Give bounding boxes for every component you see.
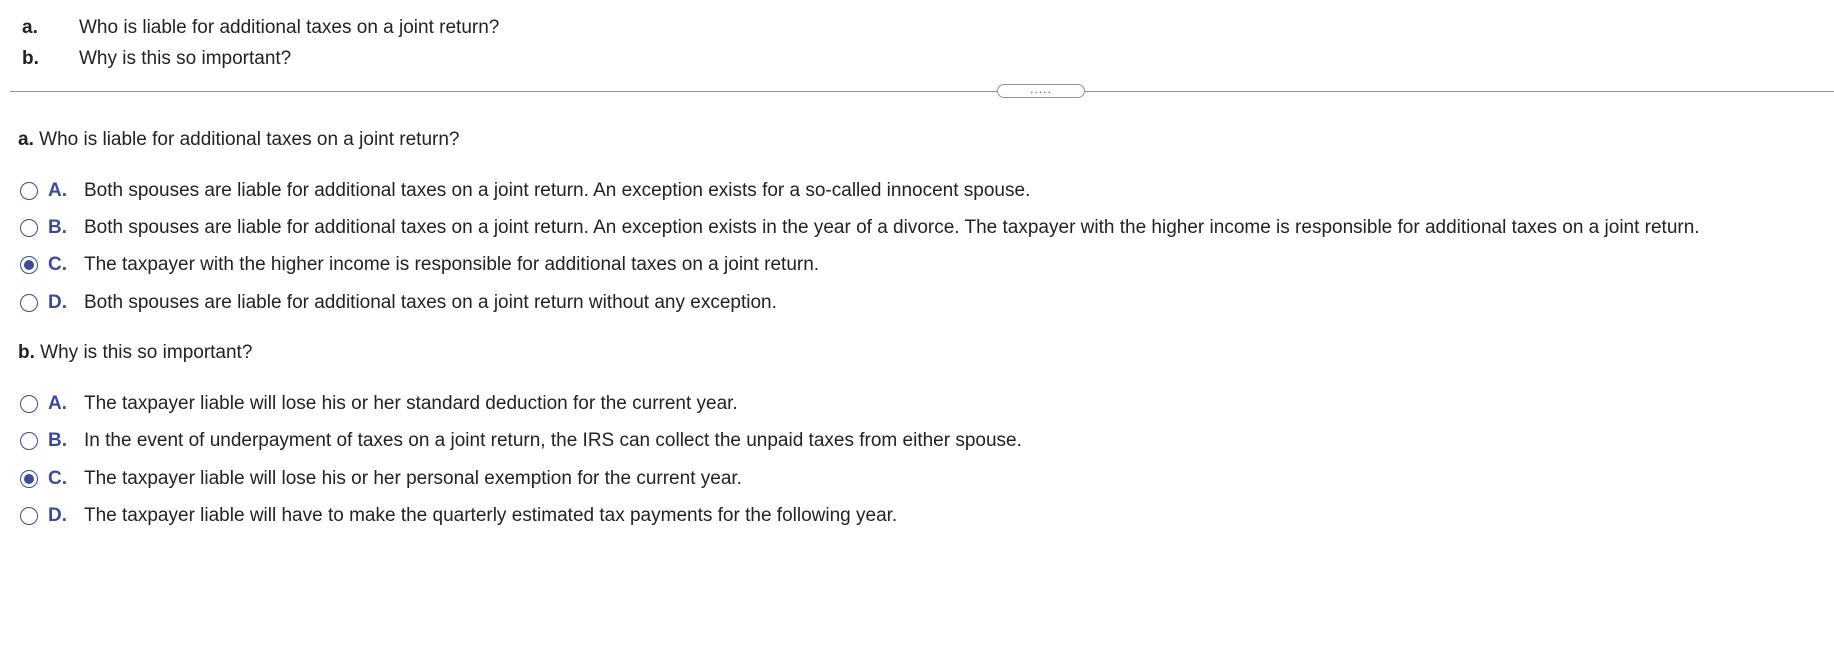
option-text: The taxpayer with the higher income is responsible for additional taxes on a joint return. — [84, 254, 820, 275]
prompt-b — [22, 48, 291, 70]
divider-drag-handle[interactable]: ..... — [997, 84, 1085, 98]
radio-button[interactable] — [20, 395, 38, 413]
option-letter: C. — [48, 468, 67, 489]
question-b-letter: b. — [18, 342, 35, 363]
question-a — [18, 129, 460, 151]
option-text: Both spouses are liable for additional taxes on a joint return. An exception exists for a so-called innocent spouse. — [84, 180, 1031, 201]
pane-divider — [10, 91, 1834, 92]
option-letter: D. — [48, 505, 67, 526]
option-text: Both spouses are liable for additional taxes on a joint return. An exception exists in the year of a divorce. The taxpayer with the higher income is responsible for additional taxes on a joint return. — [84, 217, 1700, 238]
question-a-option-b[interactable] — [20, 216, 1700, 240]
question-b-option-c[interactable] — [20, 467, 742, 491]
radio-button[interactable] — [20, 294, 38, 312]
radio-button[interactable] — [20, 182, 38, 200]
question-a-option-d[interactable] — [20, 291, 777, 315]
question-b-option-a[interactable] — [20, 392, 738, 416]
option-letter: B. — [48, 217, 67, 238]
question-b-option-b[interactable] — [20, 429, 1022, 453]
option-letter: D. — [48, 292, 67, 313]
question-a-letter: a. — [18, 129, 34, 150]
question-a-option-c[interactable] — [20, 253, 819, 277]
prompt-b-text: Why is this so important? — [79, 48, 292, 69]
option-letter: B. — [48, 430, 67, 451]
prompt-a — [22, 17, 499, 39]
radio-button-selected[interactable] — [20, 470, 38, 488]
question-b-text: Why is this so important? — [34, 342, 253, 363]
radio-button[interactable] — [20, 432, 38, 450]
prompt-a-text: Who is liable for additional taxes on a joint return? — [79, 17, 500, 38]
option-letter: C. — [48, 254, 67, 275]
option-text: In the event of underpayment of taxes on a joint return, the IRS can collect the unpaid taxes from either spouse. — [84, 430, 1022, 451]
radio-button[interactable] — [20, 507, 38, 525]
prompt-b-letter: b. — [22, 48, 39, 69]
option-text: The taxpayer liable will lose his or her personal exemption for the current year. — [84, 468, 742, 489]
question-b — [18, 342, 252, 364]
question-a-option-a[interactable] — [20, 179, 1030, 203]
option-text: Both spouses are liable for additional taxes on a joint return without any exception. — [84, 292, 777, 313]
option-letter: A. — [48, 180, 67, 201]
option-letter: A. — [48, 393, 67, 414]
radio-button[interactable] — [20, 219, 38, 237]
question-a-text: Who is liable for additional taxes on a joint return? — [33, 129, 460, 150]
prompt-a-letter: a. — [22, 17, 38, 38]
radio-button-selected[interactable] — [20, 256, 38, 274]
option-text: The taxpayer liable will lose his or her standard deduction for the current year. — [84, 393, 738, 414]
option-text: The taxpayer liable will have to make the quarterly estimated tax payments for the following year. — [84, 505, 898, 526]
question-b-option-d[interactable] — [20, 504, 897, 528]
